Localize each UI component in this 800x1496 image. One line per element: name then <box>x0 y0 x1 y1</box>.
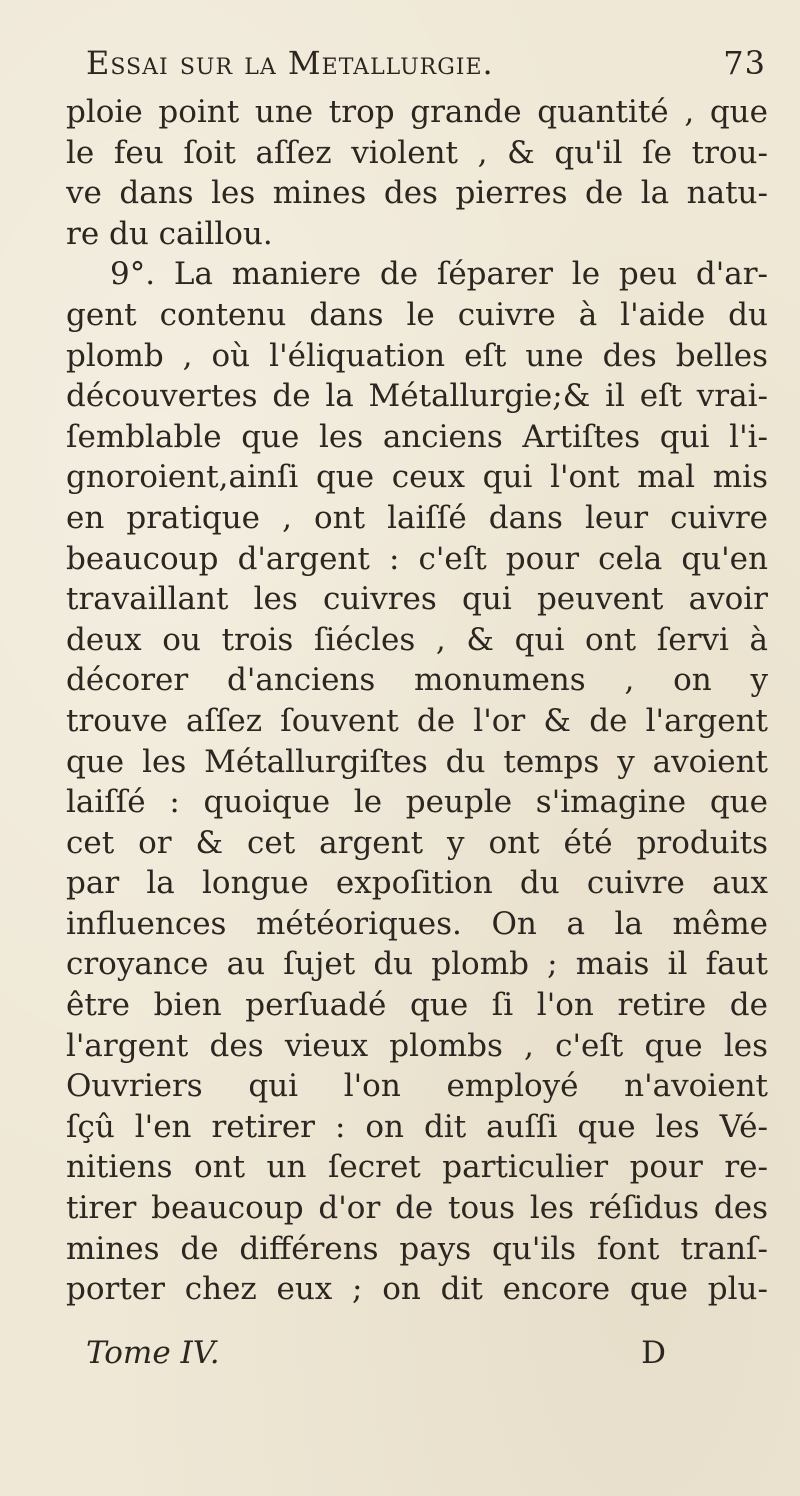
text-line: tirer beaucoup d'or de tous les réſidus des <box>66 1190 768 1227</box>
text-line: ploie point une trop grande quantité , que <box>66 94 768 130</box>
text-line: croyance au ſujet du plomb ; mais il faut <box>66 946 768 983</box>
text-line: laiſſé : quoique le peuple s'imagine que <box>66 784 768 821</box>
text-line: trouve aſſez ſouvent de l'or & de l'argent <box>66 702 768 739</box>
text-line: deux ou trois ſiécles , & qui ont ſervi à <box>66 621 768 658</box>
text-line: par la longue expoſition du cuivre aux <box>66 865 768 902</box>
text-line: gent contenu dans le cuivre à l'aide du <box>66 296 768 333</box>
text-line: 9°. La maniere de ſéparer le peu d'ar- <box>110 256 768 293</box>
volume-label: Tome IV. <box>86 1335 220 1371</box>
text-line: ſçû l'en retirer : on dit auſſi que les Vé- <box>66 1108 768 1145</box>
text-line: en pratique , ont laiſſé dans leur cuivre <box>66 499 768 536</box>
text-line: l'argent des vieux plombs , c'eſt que les <box>66 1027 768 1064</box>
text-line: travaillant les cuivres qui peuvent avoir <box>66 581 768 618</box>
text-line: ve dans les mines des pierres de la natu- <box>66 175 768 212</box>
text-line: re du caillou. <box>66 215 273 252</box>
text-line: cet or & cet argent y ont été produits <box>66 824 768 861</box>
body-text <box>66 92 768 1310</box>
text-line: que les Métallurgiſtes du temps y avoient <box>66 743 768 780</box>
text-line: nitiens ont un ſecret particulier pour re- <box>66 1149 768 1186</box>
page-number: 73 <box>723 44 766 82</box>
text-line: porter chez eux ; on dit encore que plu- <box>66 1271 768 1308</box>
text-line: mines de différens pays qu'ils font tranſ- <box>66 1230 768 1267</box>
text-line: découvertes de la Métallurgie;& il eſt vrai- <box>66 378 768 415</box>
text-line: gnoroient,ainſi que ceux qui l'ont mal mis <box>66 459 768 496</box>
text-line: Ouvriers qui l'on employé n'avoient <box>66 1068 768 1105</box>
signature-mark: D <box>641 1335 666 1371</box>
text-line: plomb , où l'éliquation eſt une des belles <box>66 337 768 374</box>
text-line: le feu ſoit aſſez violent , & qu'il ſe trou- <box>66 134 768 171</box>
text-line: ſemblable que les anciens Artiſtes qui l'i- <box>66 418 768 455</box>
text-line: beaucoup d'argent : c'eſt pour cela qu'en <box>66 540 768 577</box>
text-line: décorer d'anciens monumens , on y <box>66 662 768 699</box>
running-title: Essai sur la Metallurgie. <box>86 44 494 82</box>
text-line: influences météoriques. On a la même <box>66 905 768 942</box>
page-header <box>86 44 766 84</box>
text-line: être bien perſuadé que ſi l'on retire de <box>66 987 768 1024</box>
page-footer <box>86 1335 666 1375</box>
